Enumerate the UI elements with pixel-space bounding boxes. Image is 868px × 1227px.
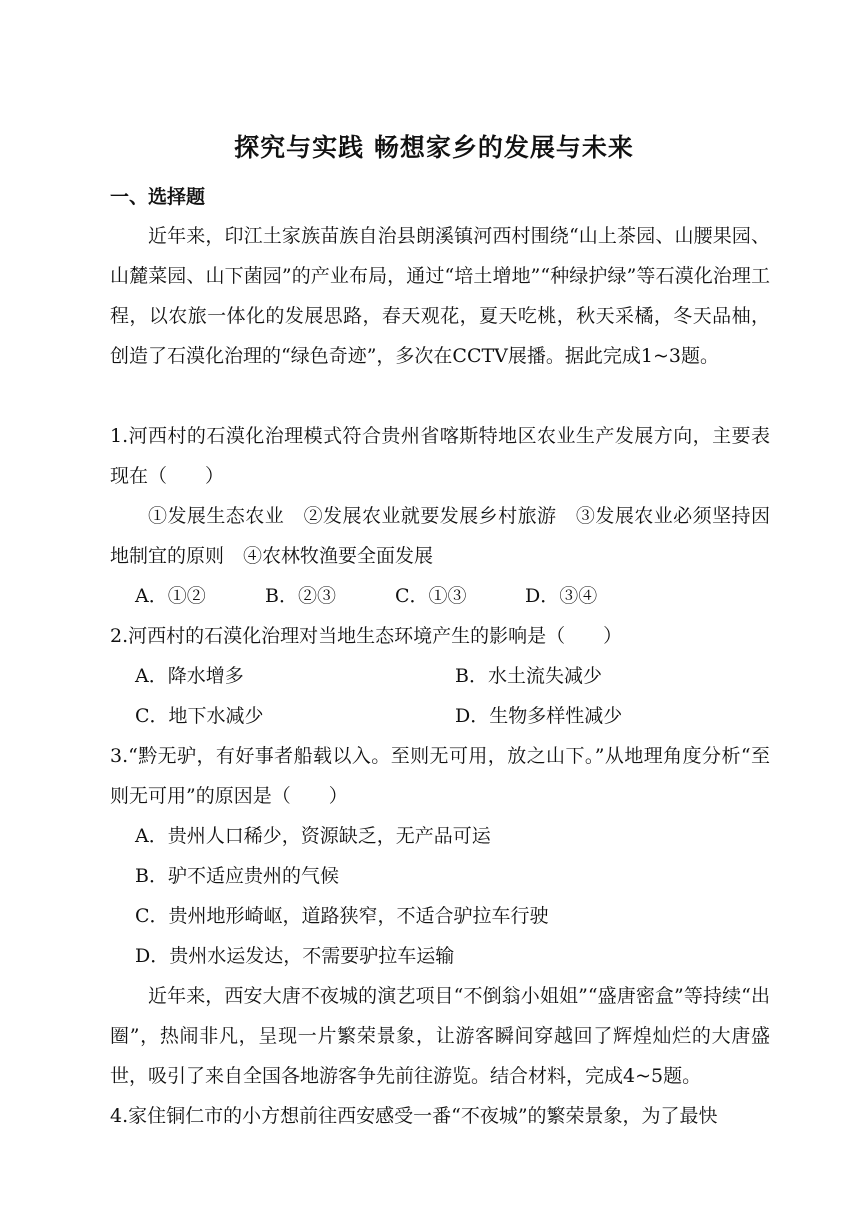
question-4-stem: 4.家住铜仁市的小方想前往西安感受一番“不夜城”的繁荣景象，为了最快	[110, 1105, 718, 1127]
q3-option-a[interactable]: A．贵州人口稀少，资源缺乏，无产品可运	[135, 825, 491, 847]
section-heading: 一、选择题	[110, 186, 206, 208]
q3-option-c[interactable]: C．贵州地形崎岖，道路狭窄，不适合驴拉车行驶	[135, 905, 549, 927]
q1-option-a[interactable]: A．①②	[135, 585, 206, 607]
question-1-options	[135, 576, 775, 616]
question-1-items: ①发展生态农业 ②发展农业就要发展乡村旅游 ③发展农业必须坚持因地制宜的原则 ④农林牧渔要全面发展	[110, 505, 770, 567]
question-3-stem: 3.“黔无驴，有好事者船载以入。至则无可用，放之山下。”从地理角度分析“至则无可用”的原因是（ ）	[110, 745, 770, 807]
q3-option-b[interactable]: B．驴不适应贵州的气候	[135, 865, 339, 887]
question-2-options-row-2	[135, 696, 775, 736]
q3-option-d[interactable]: D．贵州水运发达，不需要驴拉车运输	[135, 945, 455, 967]
q2-option-b[interactable]: B．水土流失减少	[455, 665, 602, 687]
question-2-options-row-1	[135, 656, 775, 696]
q2-option-d[interactable]: D．生物多样性减少	[455, 705, 623, 727]
q1-option-d[interactable]: D．③④	[525, 585, 598, 607]
q1-option-b[interactable]: B．②③	[265, 585, 336, 607]
q2-option-a[interactable]: A．降水增多	[135, 665, 244, 687]
passage-2: 近年来，西安大唐不夜城的演艺项目“不倒翁小姐姐”“盛唐密盒”等持续“出圈”，热闹非凡，呈现一片繁荣景象，让游客瞬间穿越回了辉煌灿烂的大唐盛世，吸引了来自全国各地游客争先前往游览。结合材料，完成4~5题。	[110, 985, 770, 1087]
question-2-stem: 2.河西村的石漠化治理对当地生态环境产生的影响是（ ）	[110, 625, 623, 647]
passage-1: 近年来，印江土家族苗族自治县朗溪镇河西村围绕“山上茶园、山腰果园、山麓菜园、山下菌园”的产业布局，通过“培土增地”“种绿护绿”等石漠化治理工程，以农旅一体化的发展思路，春天观花，夏天吃桃，秋天采橘，冬天品柚，创造了石漠化治理的“绿色奇迹”，多次在CCTV展播。据此完成1~3题。	[110, 225, 770, 367]
q1-option-c[interactable]: C．①③	[395, 585, 467, 607]
question-1-stem: 1.河西村的石漠化治理模式符合贵州省喀斯特地区农业生产发展方向，主要表现在（ ）	[110, 425, 770, 487]
page-title: 探究与实践 畅想家乡的发展与未来	[234, 133, 634, 162]
q2-option-c[interactable]: C．地下水减少	[135, 705, 264, 727]
